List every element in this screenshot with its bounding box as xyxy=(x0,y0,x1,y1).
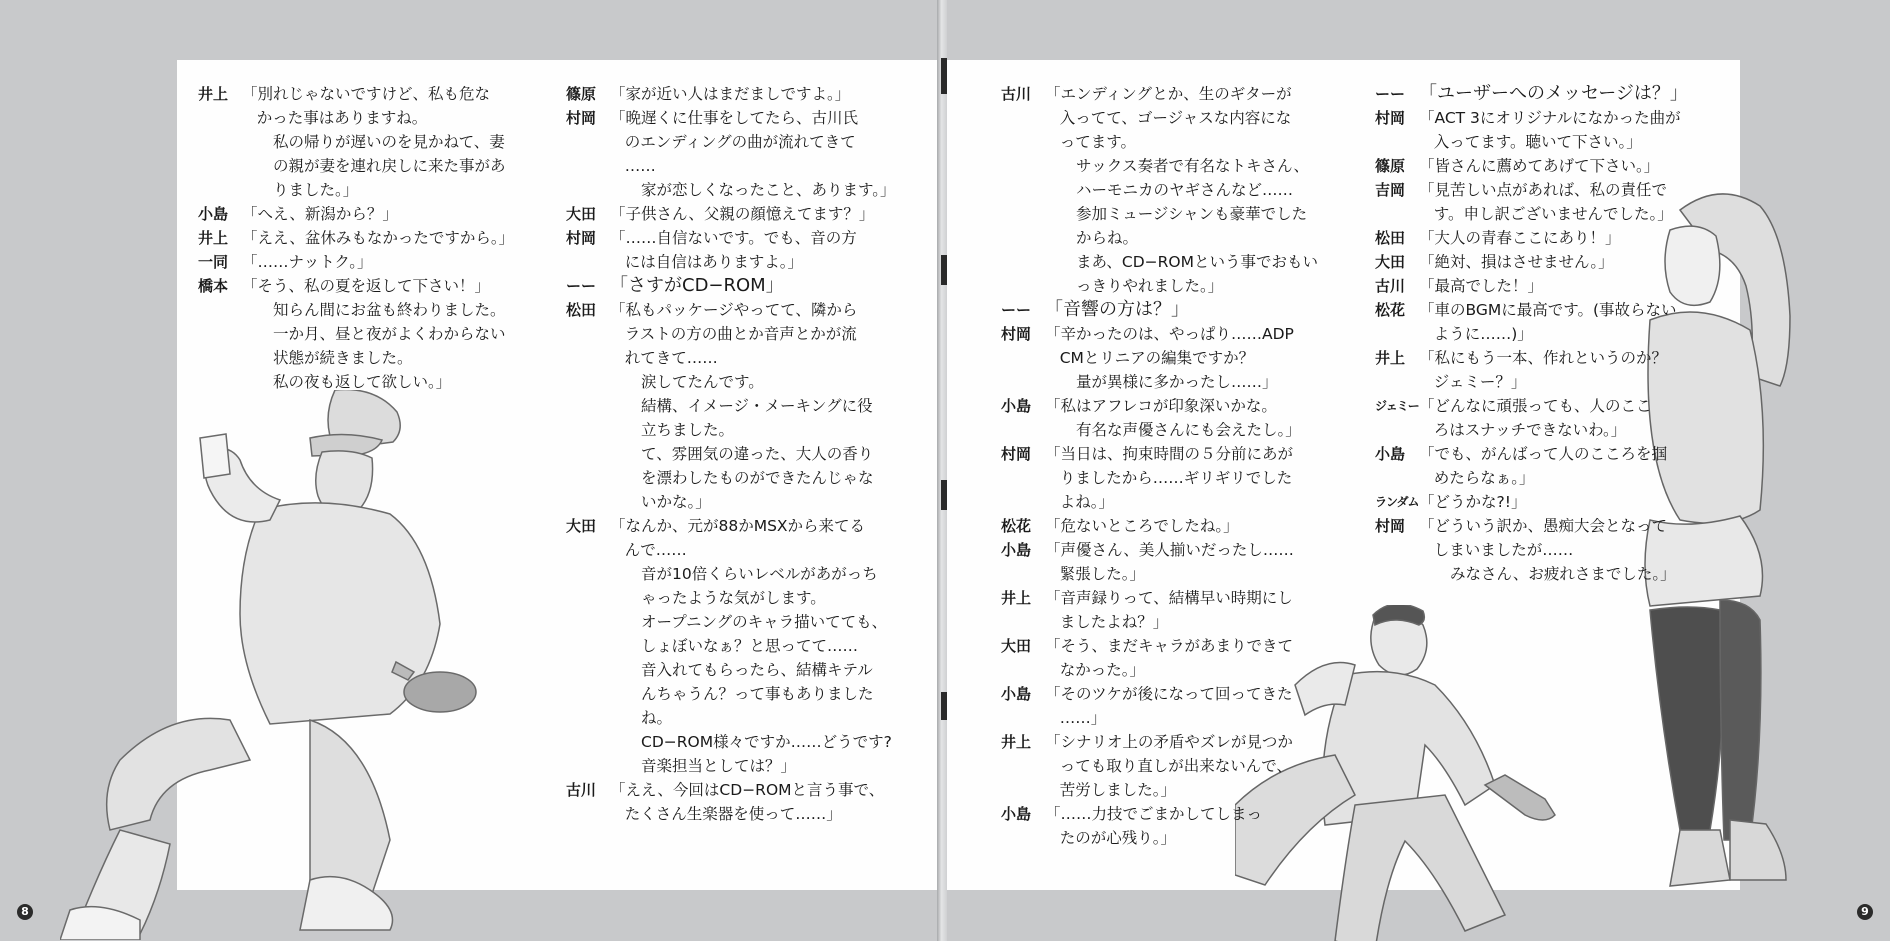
dialogue-line: 「……ナットク。」 xyxy=(242,253,373,271)
speaker-name xyxy=(566,562,610,778)
dialogue-line: す。申し訳ございませんでした。」 xyxy=(1433,205,1673,223)
dialogue-line: 「辛かったのは、やっぱり……ADP xyxy=(1045,325,1294,343)
dialogue-line: 私の帰りが遅いのを見かねて、妻 xyxy=(273,133,505,151)
speaker-name: ーー xyxy=(1375,85,1406,103)
dialogue-entry xyxy=(1375,298,1705,346)
dialogue-entry xyxy=(1375,250,1705,274)
speaker-name: 村岡 xyxy=(566,109,597,127)
dialogue-line: 涙してたんです。 xyxy=(641,373,764,391)
speaker-name: 村岡 xyxy=(1375,517,1406,535)
dialogue-line: ましたよね？」 xyxy=(1059,613,1169,631)
dialogue-line: いかな。」 xyxy=(641,493,711,511)
dialogue-line: 音が10倍くらいレベルがあがっち xyxy=(641,565,878,583)
speaker-name: 小島 xyxy=(198,205,229,223)
dialogue-line: んで…… xyxy=(624,541,687,559)
dialogue-line: かった事はありますね。 xyxy=(256,109,428,127)
book-spine xyxy=(937,0,947,941)
dialogue-entry xyxy=(198,226,518,250)
dialogue-line: 緊張した。」 xyxy=(1059,565,1145,583)
speaker-name: 古川 xyxy=(1001,85,1032,103)
dialogue-line: 「そう、私の夏を返して下さい！」 xyxy=(242,277,491,295)
dialogue-entry xyxy=(1001,82,1331,154)
speaker-name: 大田 xyxy=(566,517,597,535)
dialogue-line: 音楽担当としては？」 xyxy=(641,757,797,775)
dialogue-line: ……」 xyxy=(1059,709,1107,727)
dialogue-line: 立ちました。 xyxy=(641,421,735,439)
dialogue-line: 知らん間にお盆も終わりました。 xyxy=(273,301,506,319)
dialogue-line: 「当日は、拘束時間の５分前にあが xyxy=(1045,445,1294,463)
dialogue-entry xyxy=(566,778,906,826)
dialogue-line: ゃったような気がします。 xyxy=(641,589,826,607)
dialogue-line: 一か月、昼と夜がよくわからない xyxy=(273,325,506,343)
dialogue-line: 「私にもう一本、作れというのか？ xyxy=(1419,349,1668,367)
speaker-name: ーー xyxy=(1001,301,1032,319)
dialogue-entry xyxy=(1375,346,1705,394)
dialogue-line: サックス奏者で有名なトキさん、 xyxy=(1076,157,1309,175)
dialogue-entry xyxy=(1001,730,1331,802)
dialogue-line: 「晩遅くに仕事をしてたら、古川氏 xyxy=(610,109,859,127)
dialogue-entry xyxy=(566,298,906,370)
speaker-name: 松田 xyxy=(566,301,597,319)
dialogue-entry xyxy=(566,514,906,562)
dialogue-line: ラストの方の曲とか音声とかが流 xyxy=(624,325,857,343)
dialogue-entry xyxy=(1001,682,1331,730)
speaker-name: 小島 xyxy=(1001,685,1032,703)
dialogue-line: 「エンディングとか、生のギターが xyxy=(1045,85,1292,103)
speaker-name: 村岡 xyxy=(1001,445,1032,463)
dialogue-line: 音入れてもらったら、結構キテル xyxy=(641,661,873,679)
speaker-name: 井上 xyxy=(1375,349,1406,367)
dialogue-line: て、雰囲気の違った、大人の香り xyxy=(641,445,874,463)
dialogue-line: 私の夜も返して欲しい。」 xyxy=(273,373,452,391)
dialogue-line: 「私はアフレコが印象深いかな。 xyxy=(1045,397,1277,415)
speaker-name: 小島 xyxy=(1001,541,1032,559)
dialogue-entry xyxy=(1375,226,1705,250)
dialogue-line: 有名な声優さんにも会えたし。」 xyxy=(1076,421,1301,439)
dialogue-line: 「そう、まだキャラがあまりできて xyxy=(1045,637,1294,655)
dialogue-line: 結構、イメージ・メーキングに役 xyxy=(641,397,873,415)
dialogue-entry xyxy=(198,250,518,274)
dialogue-line: 「音声録りって、結構早い時期にし xyxy=(1045,589,1293,607)
dialogue-line: りました。」 xyxy=(273,181,359,199)
speaker-name: 村岡 xyxy=(1375,109,1406,127)
dialogue-line: よね。」 xyxy=(1059,493,1114,511)
soldier-illustration xyxy=(60,390,520,940)
dialogue-line: 「家が近い人はまだましですよ。」 xyxy=(610,85,851,103)
dialogue-entry xyxy=(566,202,906,226)
speaker-name: 大田 xyxy=(1001,637,1032,655)
dialogue-line: たくさん生楽器を使って……」 xyxy=(624,805,842,823)
dialogue-entry xyxy=(566,562,906,778)
dialogue-line: っても取り直しが出来ないんで、 xyxy=(1059,757,1292,775)
dialogue-line: …… xyxy=(624,157,656,175)
speaker-name xyxy=(566,178,610,202)
dialogue-entry xyxy=(566,178,906,202)
dialogue-line: からね。 xyxy=(1076,229,1139,247)
dialogue-entry xyxy=(198,274,518,298)
dialogue-line: 入ってて、ゴージャスな内容にな xyxy=(1059,109,1292,127)
dialogue-line: 「皆さんに薦めてあげて下さい。」 xyxy=(1419,157,1660,175)
dialogue-entry xyxy=(198,82,518,130)
speaker-name: 橋本 xyxy=(198,277,229,295)
speaker-name: 吉岡 xyxy=(1375,181,1406,199)
dialogue-entry xyxy=(1001,442,1331,514)
dialogue-entry xyxy=(1375,154,1705,178)
dialogue-line: 入ってます。聴いて下さい。」 xyxy=(1433,133,1642,151)
speaker-name: 村岡 xyxy=(1001,325,1032,343)
dialogue-line: みなさん、お疲れさまでした。」 xyxy=(1450,565,1676,583)
dialogue-entry xyxy=(566,82,906,106)
dialogue-line: 「危ないところでしたね。」 xyxy=(1045,517,1239,535)
dialogue-entry xyxy=(566,106,906,178)
dialogue-line: ジェミー？」 xyxy=(1433,373,1527,391)
dialogue-line: オープニングのキャラ描いてても、 xyxy=(641,613,888,631)
speaker-name: 井上 xyxy=(198,229,229,247)
dialogue-entry xyxy=(566,274,906,298)
speaker-name xyxy=(198,298,242,394)
text-column-2 xyxy=(566,82,906,826)
dialogue-entry xyxy=(1001,154,1331,298)
dialogue-line: 参加ミュージシャンも豪華でした xyxy=(1076,205,1308,223)
dialogue-line: れてきて…… xyxy=(624,349,718,367)
dialogue-line: 「そのツケが後になって回ってきた xyxy=(1045,685,1293,703)
speaker-name: 大田 xyxy=(566,205,597,223)
speaker-name: 篠原 xyxy=(1375,157,1406,175)
dialogue-line: りましたから……ギリギリでした xyxy=(1059,469,1293,487)
speaker-name: 小島 xyxy=(1001,805,1032,823)
dialogue-entry xyxy=(198,130,518,202)
dialogue-line: しまいましたが…… xyxy=(1433,541,1574,559)
dialogue-line: 「車のBGMに最高です。(事故らない xyxy=(1419,301,1677,319)
speaker-name: 古川 xyxy=(566,781,597,799)
text-column-3 xyxy=(1001,82,1331,850)
dialogue-line: 「……自信ないです。でも、音の方 xyxy=(610,229,857,247)
text-column-4 xyxy=(1375,82,1705,586)
dialogue-line: CD−ROM様々ですか……どうです? xyxy=(641,733,892,751)
speaker-name: 小島 xyxy=(1375,445,1406,463)
dialogue-line: 「見苦しい点があれば、私の責任で xyxy=(1419,181,1668,199)
dialogue-entry xyxy=(1375,514,1705,562)
dialogue-line: 量が異様に多かったし……」 xyxy=(1076,373,1278,391)
dialogue-line: 家が恋しくなったこと、あります。」 xyxy=(641,181,896,199)
dialogue-line: 「どうかな?!」 xyxy=(1419,493,1527,511)
dialogue-line: 状態が続きました。 xyxy=(273,349,413,367)
speaker-name xyxy=(1375,562,1419,586)
speaker-name: 一同 xyxy=(198,253,229,271)
dialogue-entry xyxy=(198,298,518,394)
speaker-name: 篠原 xyxy=(566,85,597,103)
dialogue-line: CMとリニアの編集ですか？ xyxy=(1059,349,1255,367)
dialogue-line: なかった。」 xyxy=(1059,661,1145,679)
speaker-name: 大田 xyxy=(1375,253,1406,271)
dialogue-line: 「どういう訳か、愚痴大会となって xyxy=(1419,517,1668,535)
dialogue-line: を漂わしたものができたんじゃな xyxy=(641,469,874,487)
speaker-name xyxy=(1001,418,1045,442)
speaker-name: 古川 xyxy=(1375,277,1406,295)
dialogue-line: っきりやれました。」 xyxy=(1076,277,1224,295)
dialogue-line: 「大人の青春ここにあり！」 xyxy=(1419,229,1621,247)
dialogue-entry xyxy=(1375,106,1705,154)
dialogue-entry xyxy=(1001,538,1331,586)
dialogue-entry xyxy=(1375,490,1705,514)
dialogue-entry xyxy=(1375,442,1705,490)
dialogue-entry xyxy=(1001,634,1331,682)
dialogue-line: まあ、CD−ROMという事でおもい xyxy=(1076,253,1318,271)
speaker-name: ランダム xyxy=(1375,495,1419,509)
dialogue-line: んちゃうん？って事もありました xyxy=(641,685,874,703)
dialogue-line: 「別れじゃないですけど、私も危な xyxy=(242,85,491,103)
dialogue-line: 「最高でした！」 xyxy=(1419,277,1544,295)
dialogue-line: 「音響の方は？」 xyxy=(1045,299,1189,320)
dialogue-entry xyxy=(1375,394,1705,442)
dialogue-line: 「なんか、元が88かMSXから来てる xyxy=(610,517,866,535)
dialogue-line: 「ユーザーへのメッセージは？」 xyxy=(1419,83,1688,104)
speaker-name: 井上 xyxy=(1001,733,1032,751)
dialogue-line: 「子供さん、父親の顔憶えてます？」 xyxy=(610,205,875,223)
dialogue-entry xyxy=(1001,322,1331,370)
speaker-name: 松花 xyxy=(1001,517,1032,535)
dialogue-line: ね。 xyxy=(641,709,673,727)
dialogue-line: たのが心残り。」 xyxy=(1059,829,1176,847)
dialogue-entry xyxy=(1001,394,1331,418)
dialogue-line: 「へえ、新潟から？」 xyxy=(242,205,398,223)
dialogue-entry xyxy=(1001,418,1331,442)
dialogue-line: 「シナリオ上の矛盾やズレが見つか xyxy=(1045,733,1293,751)
dialogue-line: には自信はありますよ。」 xyxy=(624,253,803,271)
page-number-left: 8 xyxy=(17,904,33,920)
dialogue-entry xyxy=(1375,274,1705,298)
speaker-name: 井上 xyxy=(1001,589,1032,607)
dialogue-line: ってます。 xyxy=(1059,133,1136,151)
dialogue-entry xyxy=(198,202,518,226)
dialogue-line: 苦労しました。」 xyxy=(1059,781,1176,799)
dialogue-line: のエンディングの曲が流れてきて xyxy=(624,133,856,151)
dialogue-line: 「さすがCD−ROM」 xyxy=(610,275,784,296)
dialogue-entry xyxy=(1001,514,1331,538)
dialogue-entry xyxy=(1001,370,1331,394)
dialogue-line: 「ええ、今回はCD−ROMと言う事で、 xyxy=(610,781,885,799)
dialogue-line: ハーモニカのヤギさんなど…… xyxy=(1076,181,1294,199)
dialogue-line: ろはスナッチできないわ。」 xyxy=(1433,421,1627,439)
speaker-name: ーー xyxy=(566,277,597,295)
dialogue-line: 「絶対、損はさせません。」 xyxy=(1419,253,1614,271)
dialogue-entry xyxy=(566,370,906,514)
dialogue-line: 「ACT 3にオリジナルになかった曲が xyxy=(1419,109,1681,127)
dialogue-entry xyxy=(1375,178,1705,226)
speaker-name: 小島 xyxy=(1001,397,1032,415)
speaker-name: 村岡 xyxy=(566,229,597,247)
speaker-name: 松花 xyxy=(1375,301,1406,319)
dialogue-entry xyxy=(566,226,906,274)
dialogue-entry xyxy=(1001,586,1331,634)
speaker-name: ジェミー xyxy=(1375,399,1419,413)
dialogue-line: 「ええ、盆休みもなかったですから。」 xyxy=(242,229,515,247)
speaker-name xyxy=(1001,154,1045,298)
dialogue-entry xyxy=(1375,82,1705,106)
speaker-name xyxy=(566,370,610,514)
dialogue-entry xyxy=(1375,562,1705,586)
dialogue-entry xyxy=(1001,298,1331,322)
text-column-1 xyxy=(198,82,518,394)
dialogue-entry xyxy=(1001,802,1331,850)
dialogue-line: 「どんなに頑張っても、人のここ xyxy=(1419,397,1652,415)
dialogue-line: 「……力技でごまかしてしまっ xyxy=(1045,805,1263,823)
speaker-name: 松田 xyxy=(1375,229,1406,247)
dialogue-line: しょぼいなぁ？と思ってて…… xyxy=(641,637,859,655)
speaker-name xyxy=(198,130,242,202)
dialogue-line: 「私もパッケージやってて、隣から xyxy=(610,301,858,319)
dialogue-line: の親が妻を連れ戻しに来た事があ xyxy=(273,157,506,175)
page-number-right: 9 xyxy=(1857,904,1873,920)
speaker-name xyxy=(1001,370,1045,394)
dialogue-line: 「声優さん、美人揃いだったし…… xyxy=(1045,541,1294,559)
speaker-name: 井上 xyxy=(198,85,229,103)
dialogue-line: 「でも、がんばって人のこころを掴 xyxy=(1419,445,1668,463)
dialogue-line: めたらなぁ。」 xyxy=(1433,469,1535,487)
dialogue-line: ように……)」 xyxy=(1433,325,1533,343)
